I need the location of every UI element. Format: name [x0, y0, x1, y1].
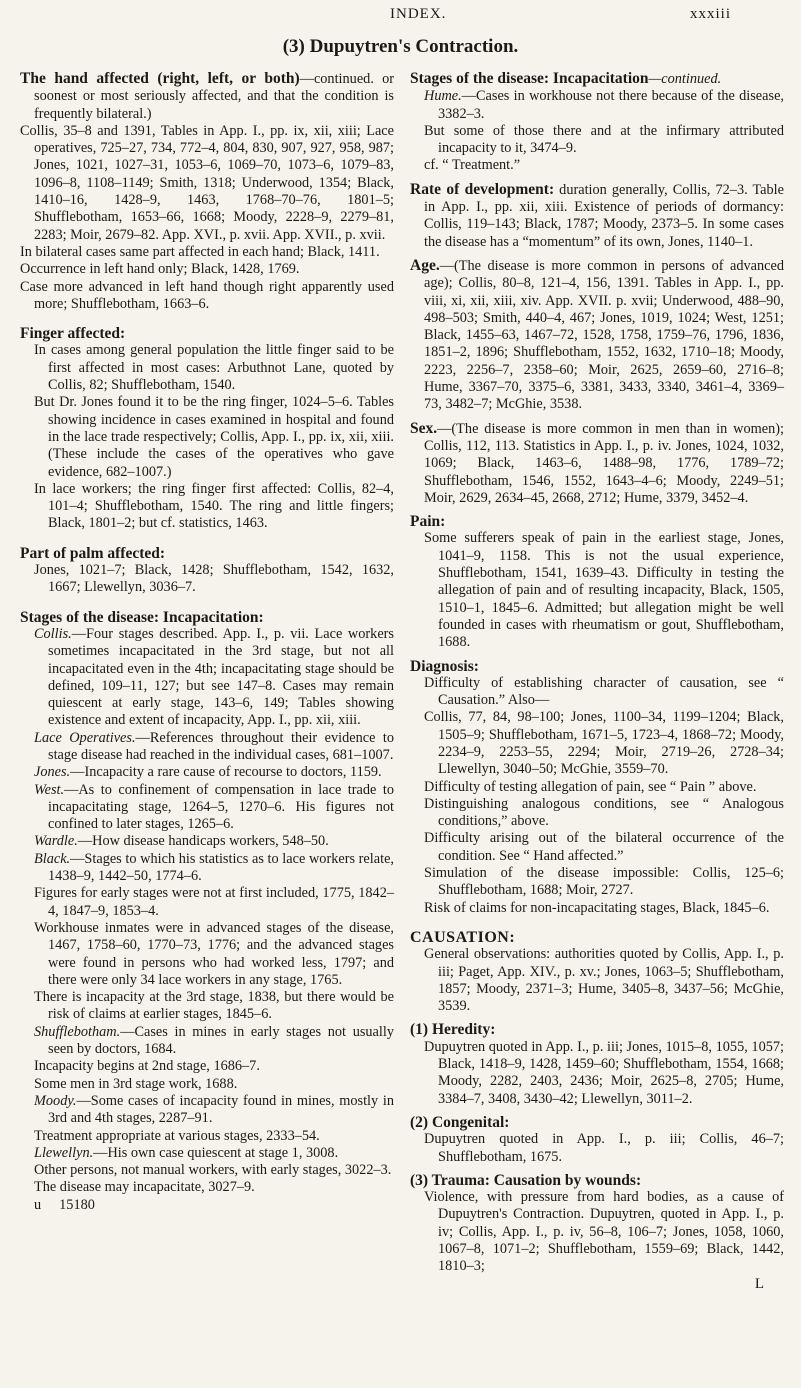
- authority-name: Moody.: [34, 1092, 77, 1109]
- entry-text: [410, 257, 784, 414]
- entry-text: [410, 181, 784, 251]
- entry-body: —References throughout their evidence to stage disease had reached in the individual cases, 681–1007.: [48, 729, 394, 763]
- entry-text: In bilateral cases same part affected in each hand; Black, 1411.: [20, 243, 380, 260]
- authority-name: Hume.: [424, 88, 462, 105]
- continued-mark: —continued.: [648, 71, 722, 87]
- entry-text: cf. “ Treatment.”: [424, 157, 521, 174]
- heredity-heading: (1) Heredity:: [410, 1021, 496, 1039]
- entry-text: [20, 851, 394, 886]
- entry-text: or soonest or most seriously affected, and that the condition is frequently bilateral.): [34, 71, 394, 122]
- entry-text: There is incapacity at the 3rd stage, 1838, but there would be risk of claims at earlier stages, 1845–6.: [34, 989, 394, 1023]
- entry-text: But some of those there and at the infirmary attributed incapacity to it, 3474–9.: [424, 122, 784, 157]
- entry-body: —How disease handicaps workers, 548–50.: [77, 833, 329, 850]
- entry-body: —Four stages described. App. I., p. vii. Lace workers sometimes incapacitated in the 3rd stage, but not all incapacitated even in the 4th; incapacitating stage should be defined, 109–11, 127; but see 147–8. Cases may remain quiescent at early stage, 143–6, 149; Tables showing existence and extent of incapacity, App. I., pp. xii, xiii.: [48, 625, 394, 729]
- entry-body: —Stages to which his statistics as to lace workers relate, 1438–9, 1442–50, 1774–6.: [48, 850, 394, 885]
- rate-heading: Rate of development:: [410, 180, 555, 198]
- entry-text: Difficulty arising out of the bilateral occurrence of the condition. See “ Hand affected.”: [424, 830, 784, 864]
- pain-heading: Pain:: [410, 513, 446, 531]
- entry-text: Violence, with pressure from hard bodies, as a cause of Dupuytren's Contraction. Dupuytren, quoted in App. I., p. iv; Collis, App. I., p. iv, 56–8, 106–7; Jones, 1058, 1060, 1067–8, 1071–2; Shufflebotham, 1559–69; Black, 1442, 1810–3;: [424, 1189, 784, 1275]
- entry-text: [20, 1093, 394, 1128]
- entry-body: —(The disease is more common in persons of advanced age); Collis, 80–8, 121–4, 156, 1391. Tables in App. I., pp. viii, xi, xii, xiii, xiv. App. XVII. p. xvii; Underwood, 488–90, 498–503; Smith, 440–4, 467; Jones, 1019, 1024; West, 1251; Black, 1455–63, 1467–72, 1528, 1758, 1759–76, 1796, 1836, 1851–2, 1896; Shufflebotham, 1552, 1632, 1710–18; Moody, 2223, 2256–7, 2358–60; Moir, 2625, 2659–60, 2716–8; Hume, 3367–70, 3375–6, 3381, 3433, 3340, 3461–4, 3369–73, 3482–7; McGhie, 3538.: [424, 257, 784, 413]
- running-head: [0, 6, 801, 26]
- right-column: [410, 70, 784, 1293]
- left-column: [20, 70, 394, 1214]
- section-title: (3) Dupuytren's Contraction.: [282, 36, 519, 57]
- entry-text: Other persons, not manual workers, with early stages, 3022–3.: [34, 1162, 392, 1179]
- page-number: xxxiii: [689, 6, 731, 22]
- signature-line: [20, 1197, 394, 1214]
- entry-text: [20, 730, 394, 765]
- print-number: 15180: [59, 1196, 95, 1213]
- entry-text: Collis, 35–8 and 1391, Tables in App. I., pp. ix, xii, xiii; Lace operatives, 725–27, 734, 772–4, 804, 830, 907, 927, 958, 987; Jones, 1021, 1027–31, 1053–6, 1069–70, 1073–6, 1079–83, 1096–8, 1108–1149; Smith, 1318; Underwood, 1354; Black, 1410–16, 1428–9, 1463, 1768–70–76, 1801–5; Shufflebotham, 1653–66, 1668; Moody, 2228–9, 2279–81, 2283; Moir, 2679–82. App. XVI., p. xvii. App. XVII., p. xvii.: [20, 122, 394, 243]
- entry-body: —His own case quiescent at stage 1, 3008.: [93, 1144, 339, 1161]
- finger-affected-heading: Finger affected:: [20, 325, 126, 343]
- entry-body: duration generally, Collis, 72–3. Table in App. I., pp. xii, xiii. Existence of periods of dormancy: Collis, 119–143; Black, 1787; Moody, 2373–5. In some cases the disease has a “momentum” of its own, Jones, 1140–1.: [424, 181, 784, 250]
- authority-name: Collis.: [34, 625, 72, 642]
- entry-text: [20, 626, 394, 730]
- authority-name: Wardle.: [34, 833, 78, 850]
- age-heading: Age.: [410, 256, 440, 274]
- sex-heading: Sex.: [410, 419, 438, 437]
- entry-text: [20, 764, 394, 781]
- entry-text: General observations: authorities quoted by Collis, App. I., p. iii; Paget, App. XIV., p. xv.; Jones, 1063–5; Shufflebotham, 1857; Moody, 2371–3; Hume, 3405–8, 3437–56; McGhie, 3539.: [424, 946, 784, 1015]
- entry-text: Figures for early stages were not at first included, 1775, 1842–4, 1847–9, 1853–4.: [34, 885, 394, 919]
- entry-text: Some sufferers speak of pain in the earliest stage, Jones, 1041–9, 1158. This is not the usual experience, Shufflebotham, 1541, 1639–43. Difficulty in testing the allegation of pain and of resulting incapacity, Black, 1505, 1510–1, 1845–6. Admitted; but allegation might be well founded in cases with rheumatism or gout, Shufflebotham, 1688.: [424, 530, 784, 651]
- heading-text: Stages of the disease: Incapacitation: [410, 70, 649, 87]
- entry-text: Collis, 77, 84, 98–100; Jones, 1100–34, 1199–1204; Black, 1505–9; Shufflebotham, 1671–5, 1723–4, 1868–72; Moody, 2234–9, 2253–55, 2294; Moir, 2719–26, 2728–34; Llewellyn, 3040–50; McGhie, 3559–70.: [424, 709, 784, 778]
- entry-text: The disease may incapacitate, 3027–9.: [34, 1179, 255, 1196]
- entry-text: [20, 833, 394, 850]
- entry-text: But Dr. Jones found it to be the ring finger, 1024–5–6. Tables showing incidence in cases examined in hospital and found in the lace trade respectively; Collis, App. I., pp. ix, xii, xiii. (These include the cases of the operatives who gave evidence, 682–1007.): [34, 394, 394, 480]
- entry-text: [410, 88, 784, 123]
- entry-text: Simulation of the disease impossible: Collis, 125–6; Shufflebotham, 1688; Moir, 2727.: [424, 865, 784, 899]
- entry-text: Workhouse inmates were in advanced stages of the disease, 1467, 1758–60, 1770–73, 1776; and the advanced stages were found in persons who had worked less, 1797; and there were only 34 lace workers in any stage, 1765.: [34, 919, 394, 988]
- entry-body: —Some cases of incapacity found in mines, mostly in 3rd and 4th stages, 2287–91.: [48, 1092, 394, 1127]
- stages-continued-heading: [410, 70, 784, 88]
- entry-text: Dupuytren quoted in App. I., p. iii; Collis, 46–7; Shufflebotham, 1675.: [424, 1131, 784, 1165]
- congenital-heading: (2) Congenital:: [410, 1113, 510, 1131]
- stages-heading: Stages of the disease: Incapacitation:: [20, 608, 264, 626]
- entry-body: —As to confinement of compensation in lace trade to incapacitating stage, 1264–5, 1270–6. His figures not confined to later stages, 1265–6.: [48, 781, 394, 833]
- hand-affected-entry: [20, 70, 394, 123]
- entry-body: —(The disease is more common in men than in women); Collis, 112, 113. Statistics in App. I., p. iv. Jones, 1024, 1032, 1069; Black, 1463–6, 1488–98, 1776, 1789–72; Shufflebotham, 1546, 1552, 1643–4–6; Moody, 2249–51; Moir, 2629, 2634–45, 2668, 2712; Hume, 3379, 3452–4.: [424, 420, 784, 506]
- trauma-heading: (3) Trauma: Causation by wounds:: [410, 1171, 642, 1189]
- signature-letter: L: [754, 1275, 764, 1292]
- entry-text: Distinguishing analogous conditions, see “ Analogous conditions,” above.: [424, 795, 784, 830]
- authority-name: Black.: [34, 850, 71, 867]
- entry-body: —Incapacity a rare cause of recourse to doctors, 1159.: [70, 764, 382, 781]
- authority-name: Jones.: [34, 764, 71, 781]
- palm-affected-heading: Part of palm affected:: [20, 544, 166, 562]
- entry-text: Difficulty of establishing character of causation, see “ Causation.” Also—: [424, 674, 784, 709]
- entry-text: [20, 1024, 394, 1059]
- entry-text: Incapacity begins at 2nd stage, 1686–7.: [34, 1058, 260, 1075]
- running-head-title: INDEX.: [390, 6, 447, 22]
- entry-text: Difficulty of testing allegation of pain, see “ Pain ” above.: [424, 778, 757, 795]
- entry-text: [410, 420, 784, 507]
- entry-text: In cases among general population the little finger said to be first affected in most cases: Arbuthnot Lane, quoted by Collis, 82; Shufflebotham, 1540.: [34, 342, 394, 394]
- entry-text: Jones, 1021–7; Black, 1428; Shufflebotham, 1542, 1632, 1667; Llewellyn, 3036–7.: [34, 562, 394, 596]
- signature-mark: u: [34, 1196, 42, 1213]
- causation-heading: CAUSATION:: [410, 928, 516, 946]
- hand-affected-heading: The hand affected (right, left, or both): [20, 70, 300, 87]
- entry-text: Dupuytren quoted in App. I., p. iii; Jones, 1015–8, 1055, 1057; Black, 1418–9, 1428, 1459–60; Shufflebotham, 1554, 1668; Moody, 2282, 2403, 2436; Moir, 2625–8, 2705; Hume, 3384–7, 3408, 3430–42; Llewellyn, 3011–2.: [424, 1038, 784, 1107]
- authority-name: Llewellyn.: [34, 1144, 94, 1161]
- entry-body: —Cases in mines in early stages not usually seen by doctors, 1684.: [48, 1023, 394, 1058]
- continued-mark: —continued.: [299, 71, 374, 87]
- entry-text: Case more advanced in left hand though right apparently used more; Shufflebotham, 1663–6.: [20, 278, 394, 312]
- diagnosis-heading: Diagnosis:: [410, 657, 479, 675]
- entry-text: Risk of claims for non-incapacitating stages, Black, 1845–6.: [424, 899, 770, 916]
- entry-text: Some men in 3rd stage work, 1688.: [34, 1075, 238, 1092]
- entry-body: —Cases in workhouse not there because of the disease, 3382–3.: [438, 88, 784, 122]
- entry-text: In lace workers; the ring finger first affected: Collis, 82–4, 101–4; Shufflebotham, 1540. The ring and little fingers; Black, 1801–2; but cf. statistics, 1463.: [34, 480, 394, 532]
- authority-name: West.: [34, 781, 65, 798]
- entry-text: [20, 782, 394, 834]
- authority-name: Shufflebotham.: [34, 1023, 121, 1040]
- authority-name: Lace Operatives.: [34, 729, 136, 746]
- entry-text: [20, 1145, 394, 1162]
- entry-text: Occurrence in left hand only; Black, 1428, 1769.: [20, 261, 300, 278]
- entry-text: Treatment appropriate at various stages, 2333–54.: [34, 1127, 320, 1144]
